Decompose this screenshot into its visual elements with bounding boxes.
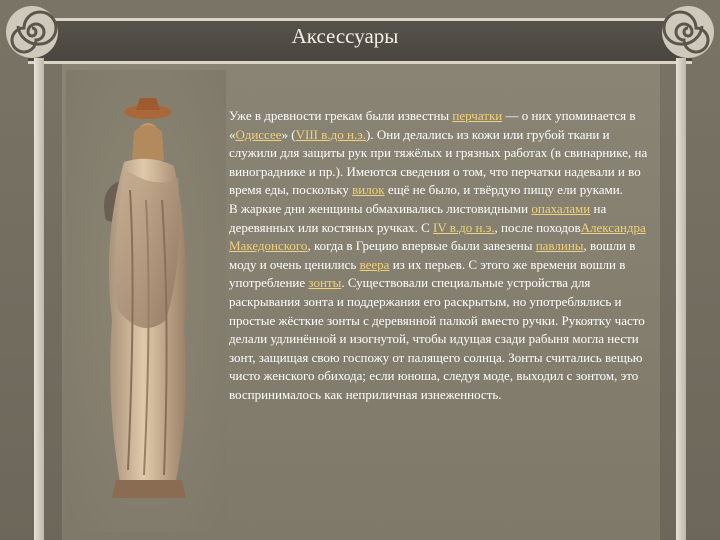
text-run: ещё не было, и твёрдую пищу ели руками. — [384, 182, 623, 198]
link-gloves[interactable]: перчатки — [452, 108, 503, 123]
text-run: , когда в Грецию впервые были завезены — [307, 238, 536, 254]
text-run: ). Они делались из кожи или грубой ткани и служили для защиты рук при тяжёлых и грязных работах (в свинарнике, на винограднике и пр.). Имеются сведения о том, что перчатки надевали и во время еды, поскольку — [229, 126, 648, 198]
body-text — [229, 107, 659, 405]
text-run: из их перьев. С этого же времени вошли в употребление — [229, 256, 626, 291]
link-alexander[interactable]: Александра Македонского — [229, 219, 646, 254]
text-run: В жаркие дни женщины обмахивались листовидными — [229, 200, 532, 216]
volute-scroll-icon — [660, 4, 716, 60]
ionic-capital-header — [0, 0, 720, 70]
text-run: Уже в древности грекам были известны — [229, 108, 453, 123]
tanagra-statue-photo — [66, 70, 226, 532]
volute-scroll-icon — [4, 4, 60, 60]
link-peacocks[interactable]: павлины — [535, 238, 584, 254]
text-run: на деревянных или костяных ручках. С — [229, 200, 607, 235]
slide-title: Аксессуары — [291, 24, 399, 48]
link-fans-leaf[interactable]: опахалами — [531, 200, 591, 216]
text-run: » ( — [281, 126, 296, 142]
link-forks[interactable]: вилок — [352, 182, 385, 198]
paragraph-fans-umbrellas — [229, 200, 659, 405]
text-run: , вошли в моду и очень ценились — [229, 238, 636, 272]
link-4th-century-bc[interactable]: IV в.до н.э. — [433, 219, 495, 235]
link-umbrellas[interactable]: зонты — [308, 275, 342, 291]
paragraph-gloves — [229, 107, 659, 200]
text-run: . Существовали специальные устройства для раскрывания зонта и поддержания его раскрытым, но употреблялись и простые жёсткие зонты с деревянной палкой вместо ручки. Рукоятку часто делали удлинённой и изогнутой, чтобы идущая сзади рабыня могла нести зонт, защищая свою госпожу от палящего солнца. Зонты считались вещью чисто женского обихода; если юноша, следуя моде, выходил с зонтом, это воспринималось как неприличная изнеженность. — [229, 275, 645, 402]
left-pillar — [34, 58, 44, 540]
link-feather-fans[interactable]: веера — [359, 256, 390, 272]
link-odyssey[interactable]: Одиссее — [235, 126, 282, 142]
text-run: — о них упоминается в « — [229, 108, 636, 142]
link-8th-century-bc[interactable]: VIII в.до н.э. — [295, 126, 367, 142]
text-run: , после походов — [494, 219, 581, 235]
right-pillar — [676, 58, 686, 540]
